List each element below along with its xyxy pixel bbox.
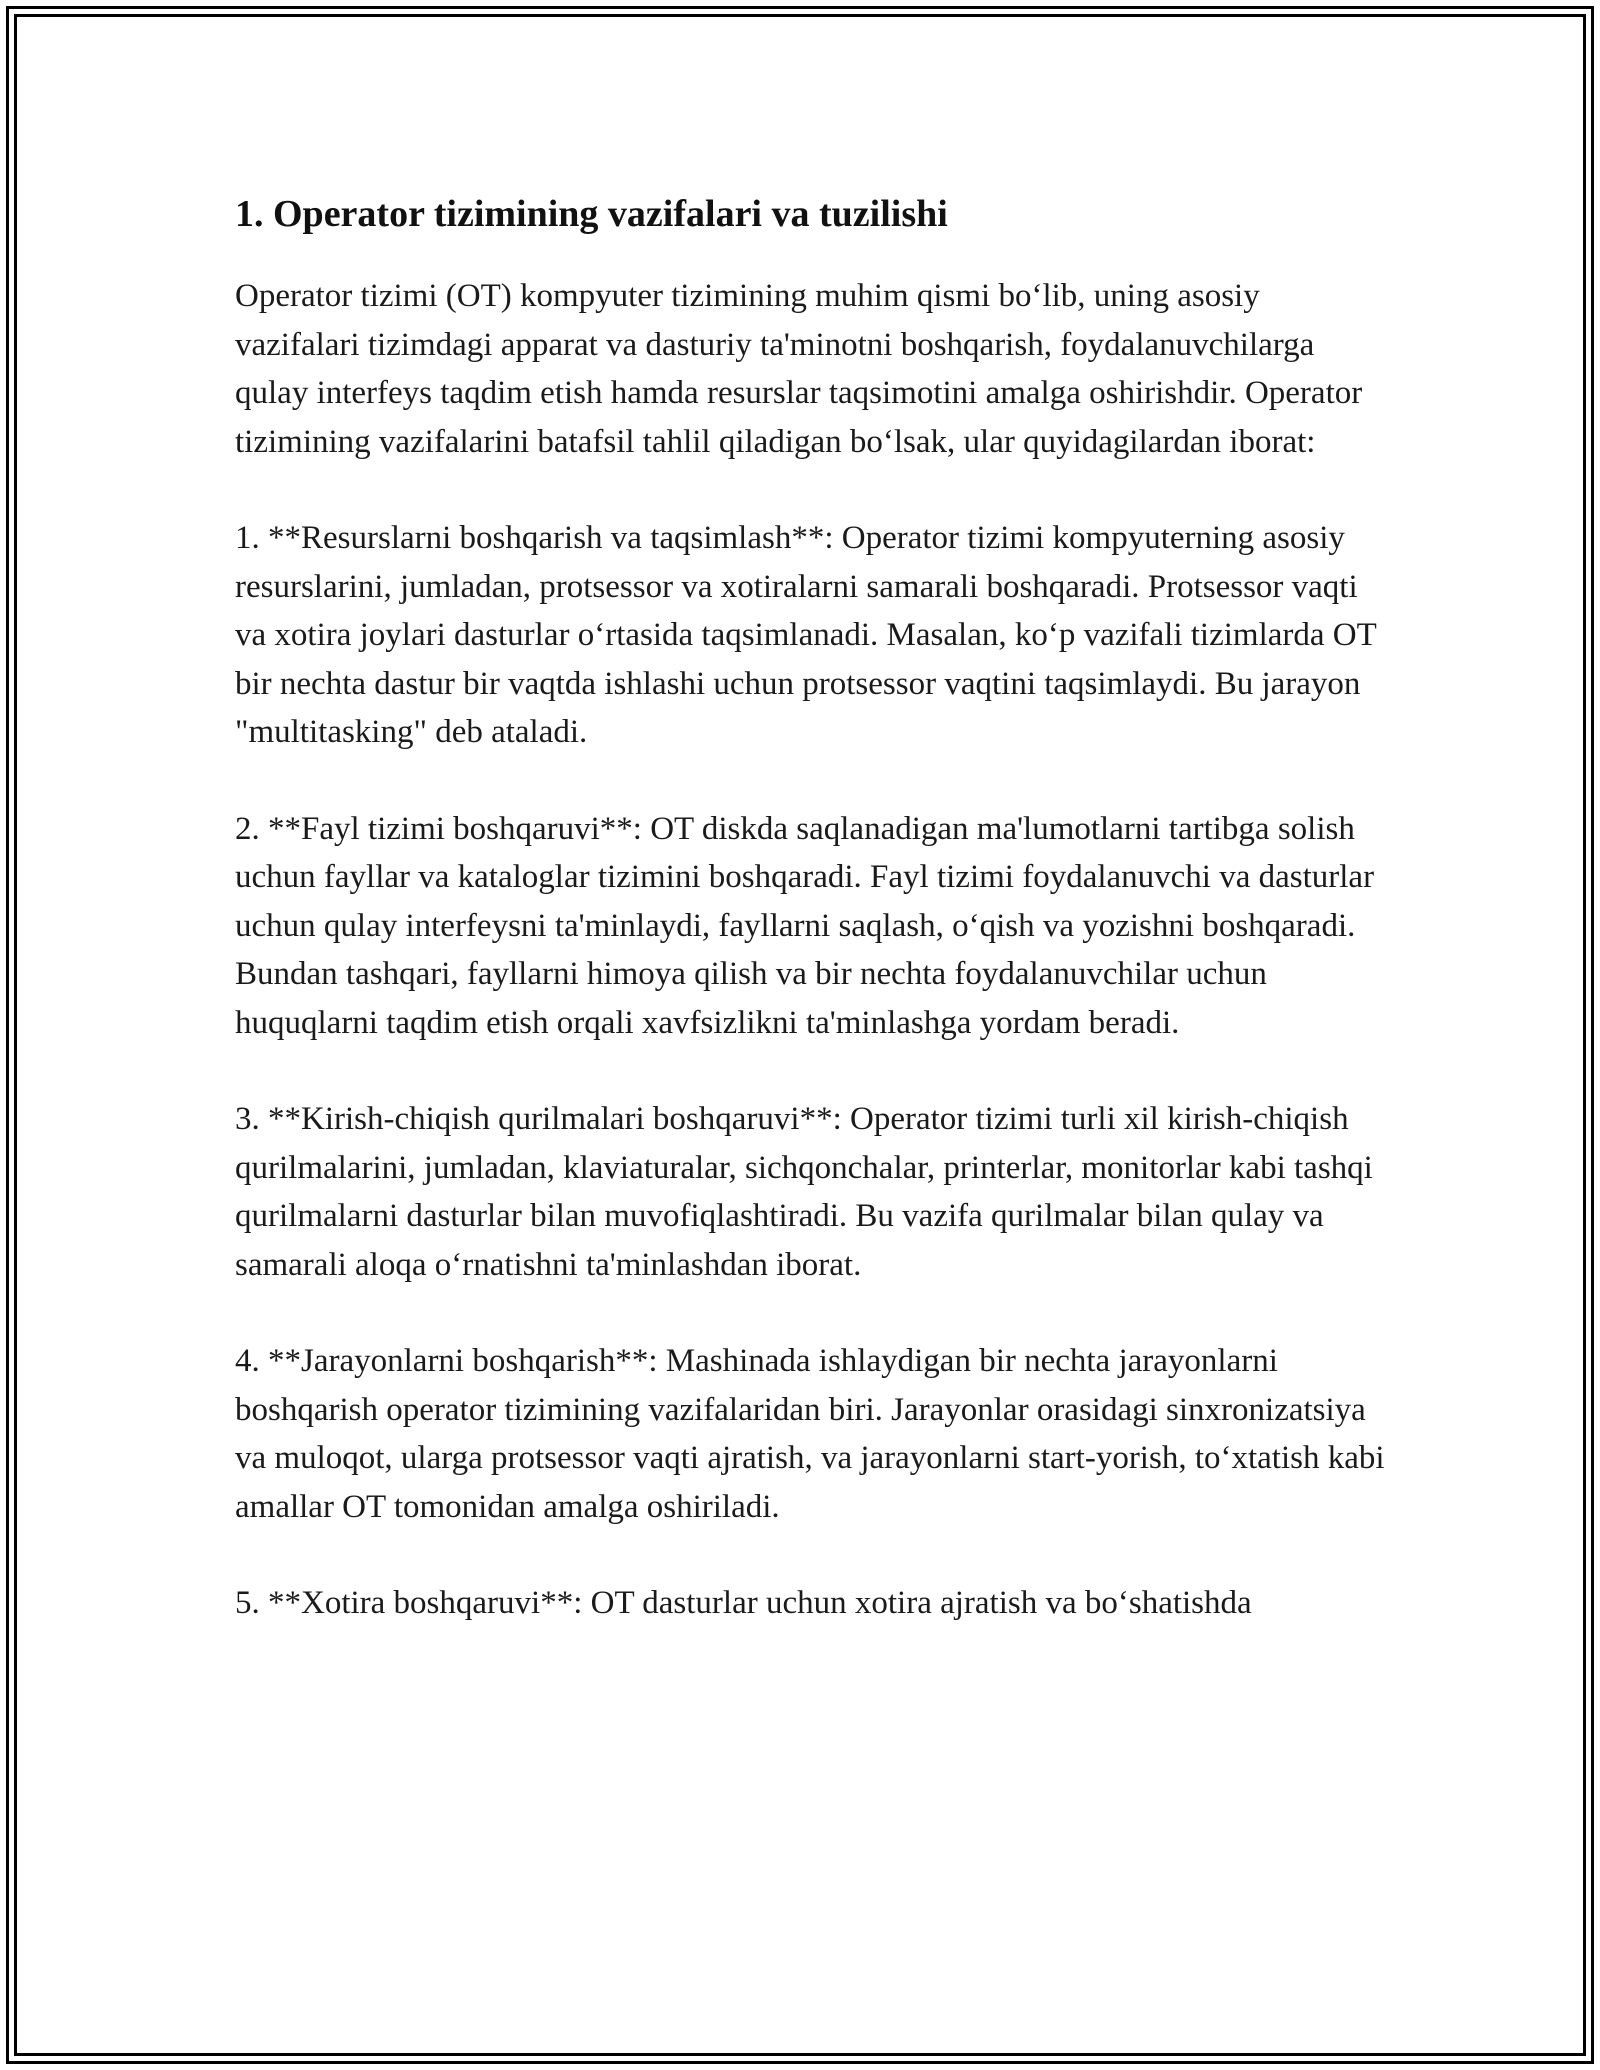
document-title: 1. Operator tizimining vazifalari va tuzilishi (235, 193, 948, 235)
paragraph-file-system: 2. **Fayl tizimi boshqaruvi**: OT diskda saqlanadigan ma'lumotlarni tartibga solish uchun fayllar va kataloglar tizimini boshqaradi. Fayl tizimi foydalanuvchi va dasturlar uchun qulay interfeysni ta'minlaydi, fayllarni saqlash, o‘qish va yozishni boshqaradi. Bundan tashqari, fayllarni himoya qilish va bir nechta foydalanuvchilar uchun huquqlarni taqdim etish orqali xavfsizlikni ta'minlashga yordam beradi. (235, 810, 1375, 1041)
intro-paragraph: Operator tizimi (OT) kompyuter tizimining muhim qismi bo‘lib, uning asosiy vazifalari tizimdagi apparat va dasturiy ta'minotni boshqarish, foydalanuvchilarga qulay interfeys taqdim etish hamda resurslar taqsimotini amalga oshirishdir. Operator tizimining vazifalarini batafsil tahlil qiladigan bo‘lsak, ular quyidagilardan iborat: (235, 278, 1363, 460)
paragraph-memory: 5. **Xotira boshqaruvi**: OT dasturlar uchun xotira ajratish va bo‘shatishda (235, 1585, 1252, 1621)
paragraph-resources: 1. **Resurslarni boshqarish va taqsimlash**: Operator tizimi kompyuterning asosiy resurslarini, jumladan, protsessor va xotiralarni samarali boshqaradi. Protsessor vaqti va xotira joylari dasturlar o‘rtasida taqsimlanadi. Masalan, ko‘p vazifali tizimlarda OT bir nechta dastur bir vaqtda ishlashi uchun protsessor vaqtini taqsimlaydi. Bu jarayon "multitasking" deb ataladi. (235, 520, 1377, 750)
document-body (235, 186, 1385, 1676)
paragraph-processes: 4. **Jarayonlarni boshqarish**: Mashinada ishlaydigan bir nechta jarayonlarni boshqarish operator tizimining vazifalaridan biri. Jarayonlar orasidagi sinxronizatsiya va muloqot, ularga protsessor vaqti ajratish, va jarayonlarni start-yorish, to‘xtatish kabi amallar OT tomonidan amalga oshiriladi. (235, 1343, 1385, 1525)
paragraph-io-devices: 3. **Kirish-chiqish qurilmalari boshqaruvi**: Operator tizimi turli xil kirish-chiqish qurilmalarini, jumladan, klaviaturalar, sichqonchalar, printerlar, monitorlar kabi tashqi qurilmalarni dasturlar bilan muvofiqlashtiradi. Bu vazifa qurilmalar bilan qulay va samarali aloqa o‘rnatishni ta'minlashdan iborat. (235, 1101, 1373, 1283)
